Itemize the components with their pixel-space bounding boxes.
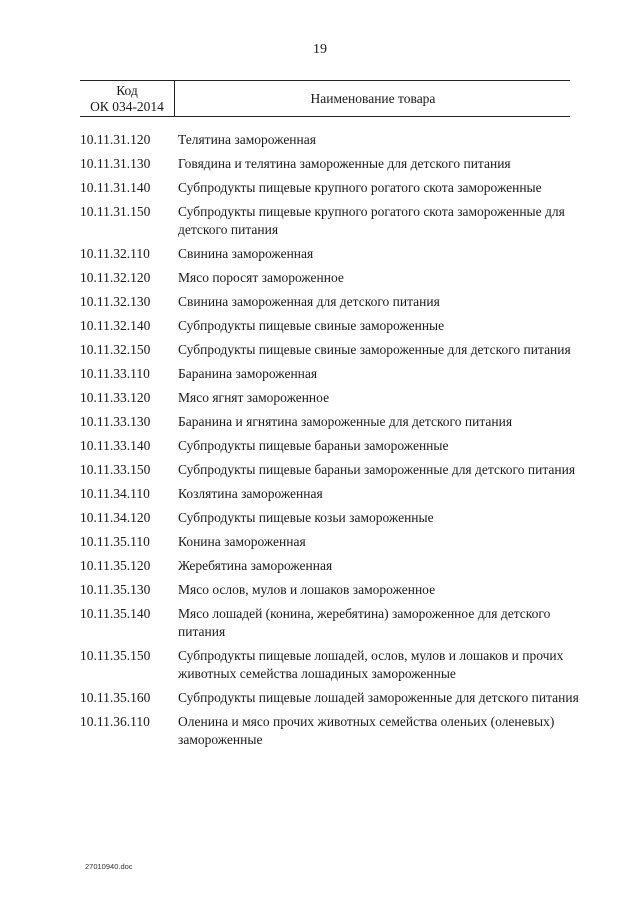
row-code: 10.11.33.140 <box>80 438 151 453</box>
table-row <box>80 581 580 599</box>
table-row <box>80 461 580 479</box>
row-name: Субпродукты пищевые свиные замороженные для детского питания <box>178 342 571 357</box>
row-code: 10.11.36.110 <box>80 714 150 729</box>
table-row <box>80 203 580 239</box>
row-name: Субпродукты пищевые свиные замороженные <box>178 318 445 333</box>
row-name: Мясо ягнят замороженное <box>178 390 330 405</box>
row-name: Субпродукты пищевые крупного рогатого скота замороженные для детского питания <box>178 204 565 237</box>
table-row <box>80 245 580 263</box>
row-name: Мясо лошадей (конина, жеребятина) замороженное для детского питания <box>178 606 551 639</box>
row-name: Субпродукты пищевые бараньи замороженные <box>178 438 449 453</box>
row-name: Мясо ослов, мулов и лошаков замороженное <box>178 582 436 597</box>
table-header <box>80 80 570 117</box>
table-row <box>80 647 580 683</box>
row-name: Баранина и ягнятина замороженные для детского питания <box>178 414 513 429</box>
table-row <box>80 389 580 407</box>
table-row <box>80 437 580 455</box>
row-name: Субпродукты пищевые козьи замороженные <box>178 510 434 525</box>
table-row <box>80 269 580 287</box>
table-row <box>80 317 580 335</box>
table-row <box>80 533 580 551</box>
table-row <box>80 341 580 359</box>
header-code-column <box>80 81 175 116</box>
row-code: 10.11.35.130 <box>80 582 151 597</box>
row-code: 10.11.32.110 <box>80 246 150 261</box>
row-name: Субпродукты пищевые лошадей замороженные для детского питания <box>178 690 579 705</box>
row-code: 10.11.33.130 <box>80 414 151 429</box>
row-name: Козлятина замороженная <box>178 486 323 501</box>
row-code: 10.11.35.110 <box>80 534 150 549</box>
row-code: 10.11.31.140 <box>80 180 151 195</box>
row-code: 10.11.33.150 <box>80 462 151 477</box>
footer-filename: 27010940.doc <box>85 862 133 871</box>
table-row <box>80 293 580 311</box>
row-code: 10.11.31.150 <box>80 204 151 219</box>
row-code: 10.11.35.150 <box>80 648 151 663</box>
row-name: Субпродукты пищевые лошадей, ослов, мулов и лошаков и прочих животных семейства лошадиных замороженные <box>178 648 564 681</box>
table-row <box>80 689 580 707</box>
table-row <box>80 509 580 527</box>
header-name-column: Наименование товара <box>310 91 436 106</box>
header-code-label: Код <box>116 83 138 98</box>
table-row <box>80 713 580 749</box>
row-name: Телятина замороженная <box>178 132 316 147</box>
row-code: 10.11.34.110 <box>80 486 150 501</box>
table-row <box>80 131 580 149</box>
row-code: 10.11.32.130 <box>80 294 151 309</box>
row-name: Субпродукты пищевые бараньи замороженные для детского питания <box>178 462 576 477</box>
table-row <box>80 365 580 383</box>
row-name: Конина замороженная <box>178 534 306 549</box>
header-code-standard: ОК 034-2014 <box>90 99 164 114</box>
table-row <box>80 155 580 173</box>
row-name: Баранина замороженная <box>178 366 318 381</box>
row-name: Жеребятина замороженная <box>178 558 333 573</box>
row-code: 10.11.34.120 <box>80 510 151 525</box>
table-row <box>80 413 580 431</box>
row-name: Свинина замороженная для детского питания <box>178 294 440 309</box>
row-name: Оленина и мясо прочих животных семейства оленьих (оленевых) замороженные <box>178 714 555 747</box>
row-code: 10.11.33.110 <box>80 366 150 381</box>
table-row <box>80 557 580 575</box>
row-code: 10.11.35.120 <box>80 558 151 573</box>
row-name: Субпродукты пищевые крупного рогатого скота замороженные <box>178 180 542 195</box>
table-row <box>80 605 580 641</box>
row-code: 10.11.35.140 <box>80 606 151 621</box>
table-body <box>80 131 580 755</box>
row-code: 10.11.32.150 <box>80 342 151 357</box>
table-row <box>80 485 580 503</box>
page-number: 19 <box>313 42 327 57</box>
row-code: 10.11.31.120 <box>80 132 151 147</box>
row-name: Мясо поросят замороженное <box>178 270 344 285</box>
row-name: Свинина замороженная <box>178 246 314 261</box>
row-code: 10.11.32.140 <box>80 318 151 333</box>
row-code: 10.11.35.160 <box>80 690 151 705</box>
row-code: 10.11.33.120 <box>80 390 151 405</box>
table-row <box>80 179 580 197</box>
row-name: Говядина и телятина замороженные для детского питания <box>178 156 511 171</box>
row-code: 10.11.32.120 <box>80 270 151 285</box>
row-code: 10.11.31.130 <box>80 156 151 171</box>
